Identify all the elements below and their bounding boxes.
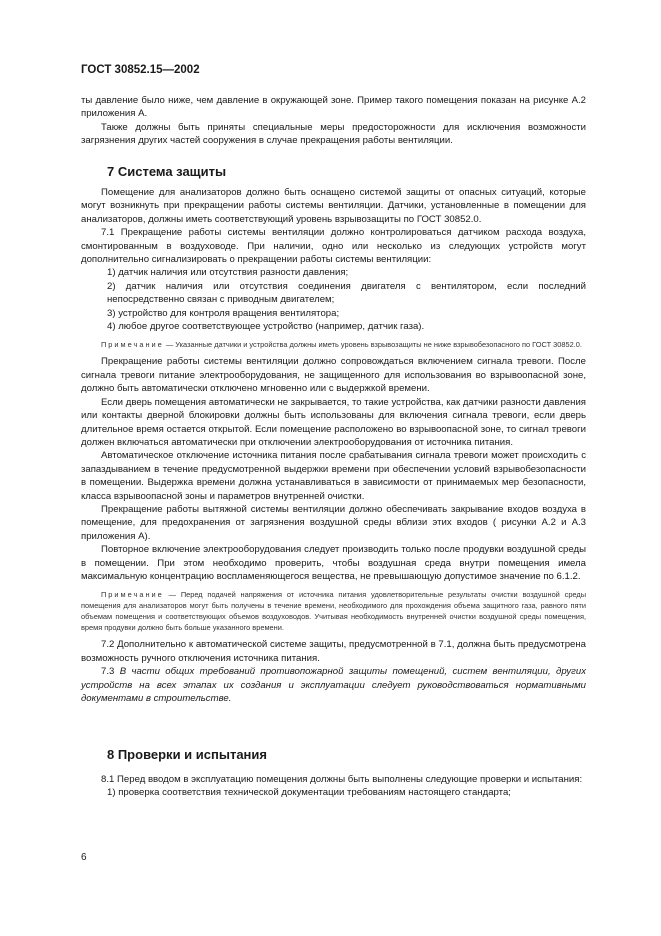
- note-1: [81, 339, 586, 350]
- section-7-1-paragraph: 7.1 Прекращение работы системы вентиляции должно контролироваться датчиком расхода воздуха, смонтированным в воздуховоде. При наличии, одно или несколько из следующих устройств могут дополнительно сигнализировать о прекращении работы системы вентиляции:: [81, 227, 586, 266]
- section-7-paragraph-4: Если дверь помещения автоматически не закрывается, то такие устройства, как датчики разности давления или контакты дверной блокировки должны быть использованы для включения сигнала тревоги, если дверь длительное время остается открытой. Если помещение расположено во взрывоопасной зоне, то сигнал тревоги должен включаться автоматически при отключении электрооборудования от источника питания.: [81, 396, 586, 448]
- section-7-paragraph-3: Прекращение работы системы вентиляции должно сопровождаться включением сигнала тревоги. После сигнала тревоги питание электрооборудования, не защищенного для использования во взрывоопасной зоне, должно быть автоматически отключено мгновенно или с выдержкой времени.: [81, 356, 586, 395]
- page-number: 6: [81, 852, 87, 863]
- intro-paragraph-2: Также должны быть приняты специальные меры предосторожности для исключения возможности загрязнения других частей сооружения в случае прекращения работы вентиляции.: [81, 121, 586, 147]
- intro-text: [81, 94, 586, 148]
- document-header: ГОСТ 30852.15—2002: [81, 64, 200, 76]
- note-1-text: — Указанные датчики и устройства должны иметь уровень взрывозащиты не ниже взрывобезопасного по ГОСТ 30852.0.: [165, 340, 582, 350]
- section-7-paragraph-6: Прекращение работы вытяжной системы вентиляции должно обеспечивать закрывание входов воздуха в помещение, для предохранения от загрязнения воздушной среды вблизи этих входов ( рисунки А.2 и А.3 приложения А).: [81, 503, 586, 542]
- note-2-text: — Перед подачей напряжения от источника питания удовлетворительные результаты очистки воздушной среды помещения для анализаторов могут быть получены в течение времени, необходимого для прохождения объема защитного газа, равного пяти объемам помещения и соответствующих объемов воздуховодов. Учитывая необходимость внутренней очистки воздушной среды помещения, время продувки должно быть больше указанного времени.: [81, 590, 587, 633]
- note-1-label: Примечание: [101, 340, 164, 350]
- section-8-heading: 8 Проверки и испытания: [107, 747, 267, 762]
- list-item: 1) проверка соответствия технической документации требованиям настоящего стандарта;: [107, 787, 511, 799]
- section-7-3-text: В части общих требований противопожарной защиты помещений, систем вентиляции, других устройств на всех этапах их создания и эксплуатации следует руководствоваться нормативными документами в строительстве.: [81, 666, 586, 704]
- section-7-2-paragraph: 7.2 Дополнительно к автоматической системе защиты, предусмотренной в 7.1, должна быть предусмотрена возможность ручного отключения источника питания.: [81, 639, 586, 664]
- section-7-3-paragraph: [81, 665, 586, 705]
- section-7-paragraph-7: Повторное включение электрооборудования следует производить только после продувки воздушной среды в помещении. При этом необходимо проверить, чтобы воздушная среда внутри помещения имела максимальную концентрацию воспламеняющегося вещества, не превышающую допустимое значение по 6.1.2.: [81, 544, 586, 582]
- list-item: 3) устройство для контроля вращения вентилятора;: [107, 307, 340, 319]
- section-7-3-number: 7.3: [101, 666, 115, 678]
- section-7-body: [81, 186, 586, 705]
- list-item: 2) датчик наличия или отсутствия соединения двигателя с вентилятором, если последний непосредственно связан с приводным двигателем;: [107, 280, 586, 306]
- list-item: 1) датчик наличия или отсутствия разности давления;: [107, 267, 349, 279]
- section-7-paragraph-5: Автоматическое отключение источника питания после срабатывания сигнала тревоги может происходить с запаздыванием в течение предусмотренной выдержки времени при обеспечении условий взрывобезопасности в помещении. Выдержка времени должна устанавливаться в зависимости от принимаемых мер безопасности, класса взрывоопасной зоны и параметров внутренней очистки.: [81, 450, 586, 502]
- intro-paragraph-1: ты давление было ниже, чем давление в окружающей зоне. Пример такого помещения показан на рисунке А.2 приложения А.: [81, 95, 586, 120]
- section-7-heading: 7 Система защиты: [107, 164, 227, 179]
- section-8-1-paragraph: 8.1 Перед вводом в эксплуатацию помещения должны быть выполнены следующие проверки и испытания:: [101, 774, 583, 785]
- section-7-paragraph-1: Помещение для анализаторов должно быть оснащено системой защиты от опасных ситуаций, которые могут возникнуть при прекращении работы системы вентиляции. Датчики, установленные в помещении для анализаторов, должны иметь соответствующий уровень взрывозащиты по ГОСТ 30852.0.: [81, 187, 586, 225]
- note-2-label: Примечание: [101, 590, 164, 600]
- list-item: 4) любое другое соответствующее устройство (например, датчик газа).: [107, 321, 425, 333]
- note-2: [81, 589, 586, 633]
- section-8-body: [81, 773, 586, 800]
